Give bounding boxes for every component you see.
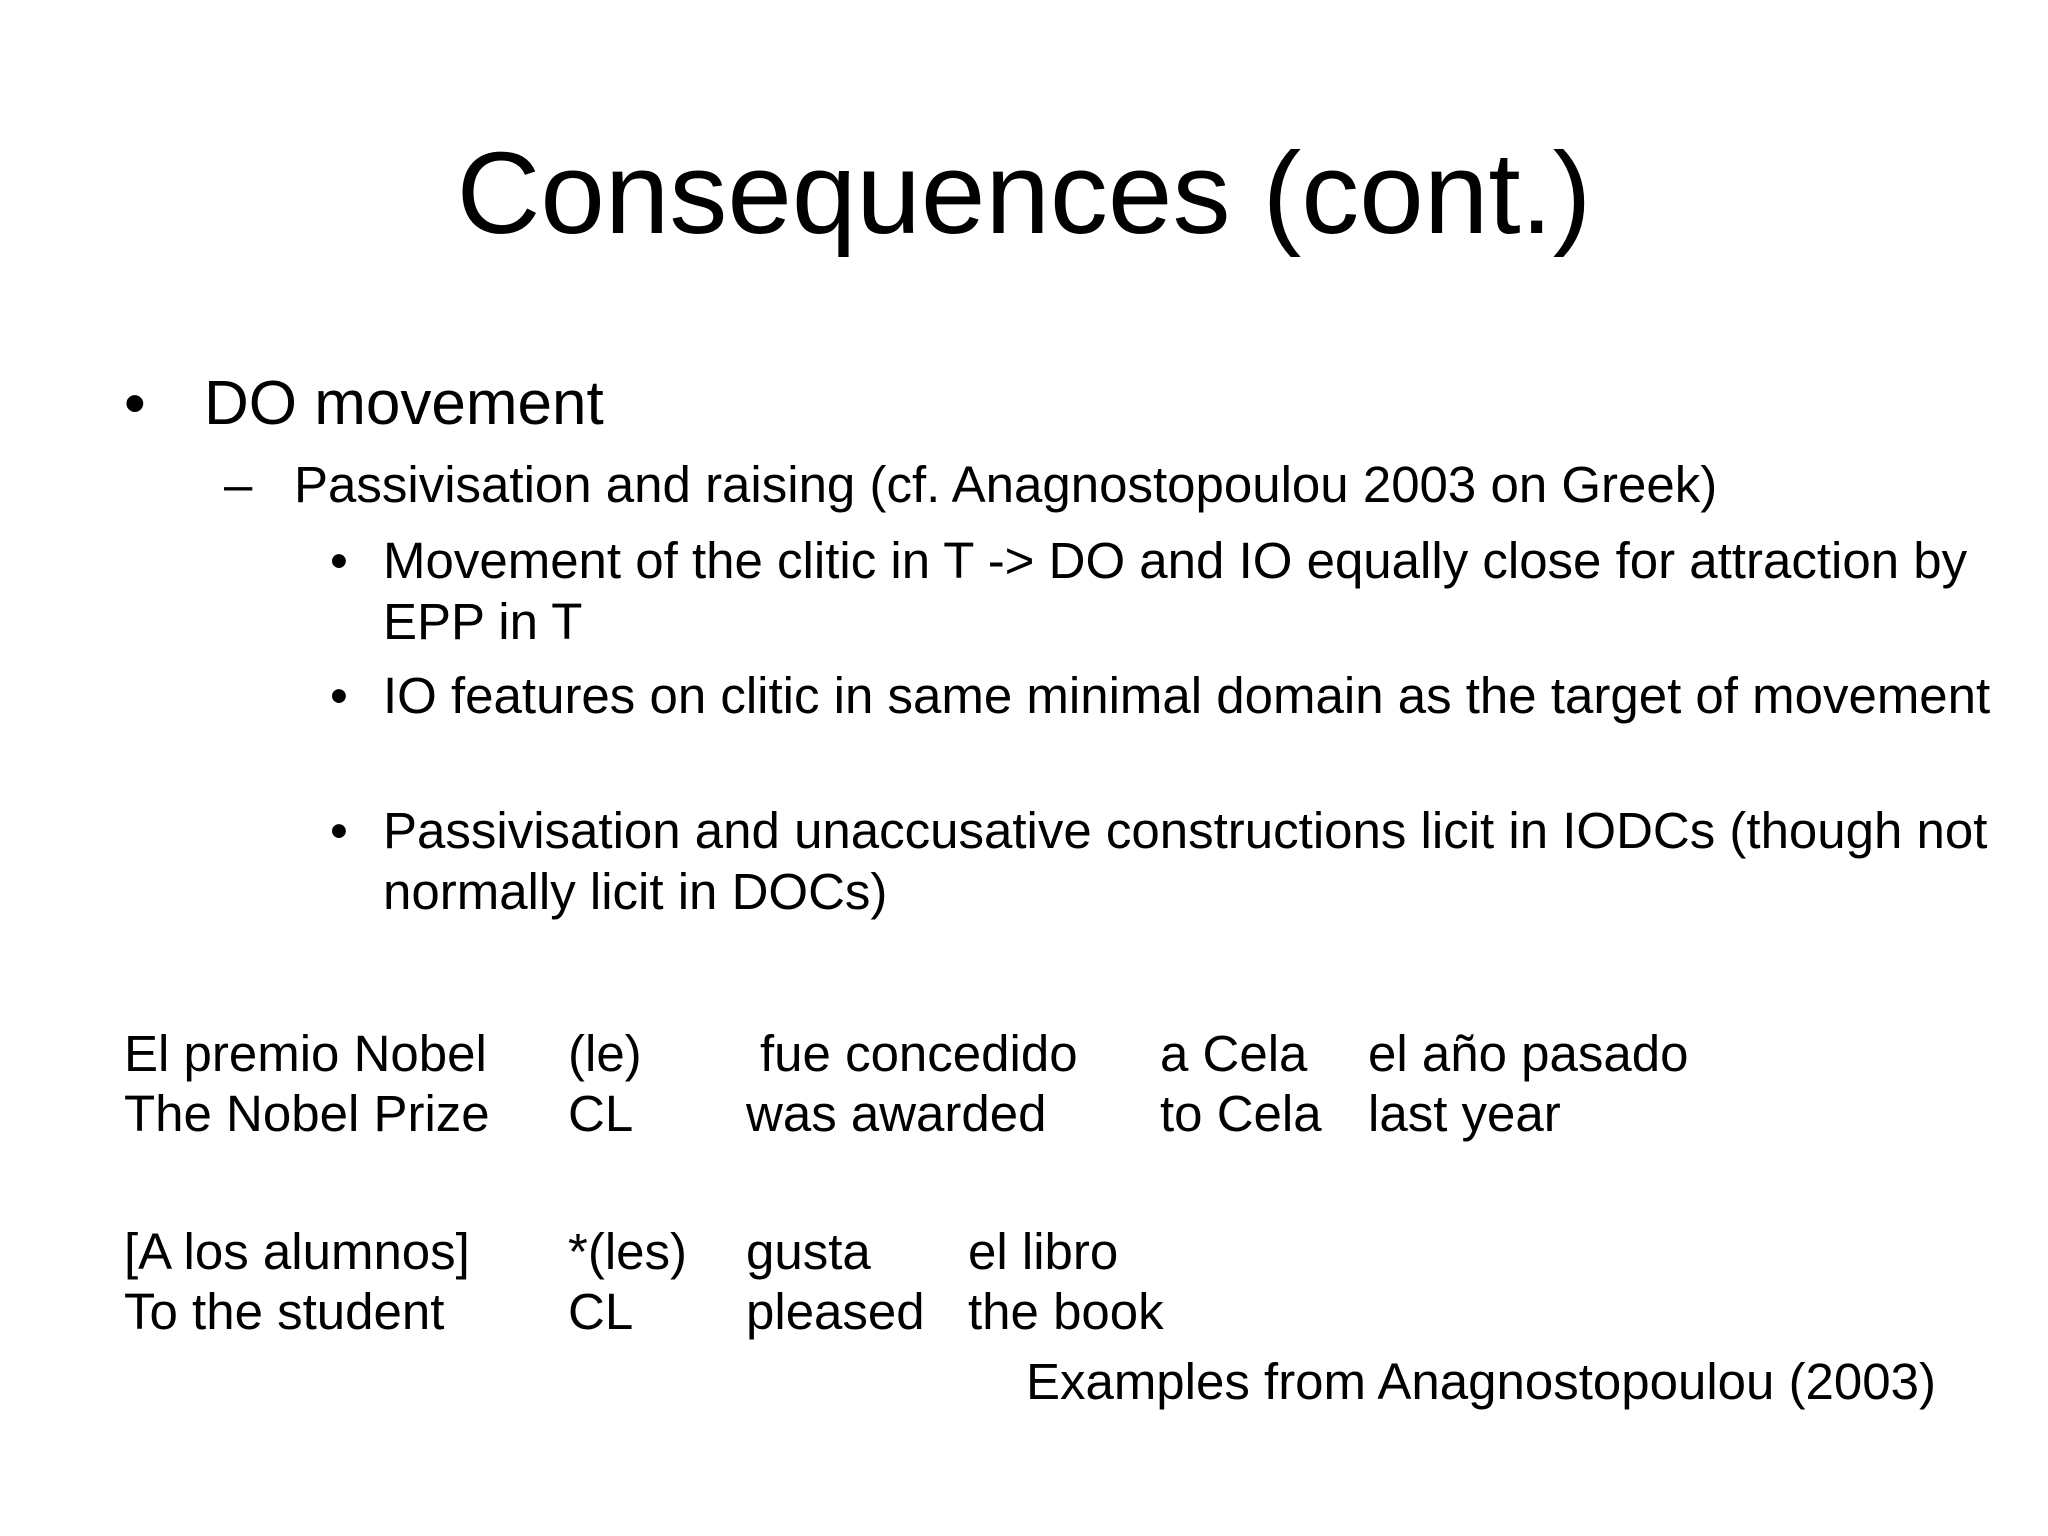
- sub-bullet-text: Passivisation and raising (cf. Anagnostopoulou 2003 on Greek): [294, 456, 1718, 513]
- example2-l2-c2: CL: [568, 1283, 634, 1340]
- example2-l1-c1: [A los alumnos]: [124, 1223, 470, 1280]
- example2-l2-c3: pleased: [746, 1283, 925, 1340]
- examples-credit: Examples from Anagnostopoulou (2003): [1025, 1353, 1936, 1410]
- slide-title: Consequences (cont.): [456, 128, 1592, 258]
- example2-l1-c3: gusta: [746, 1223, 871, 1280]
- sub-sub-bullet-text: Movement of the clitic in T -> DO and IO equally close for attraction by EPP in T: [383, 532, 1968, 650]
- example1-l1-c1: El premio Nobel: [124, 1025, 487, 1082]
- example2-l1-c4: el libro: [968, 1223, 1119, 1280]
- bullet-marker: •: [330, 667, 348, 724]
- bullet-text: DO movement: [204, 369, 604, 438]
- example1-l2-c4: to Cela: [1160, 1085, 1322, 1142]
- example2-l2-c1: To the student: [124, 1283, 445, 1340]
- example1-l1-c3: fue concedido: [760, 1025, 1078, 1082]
- bullet-marker: •: [330, 802, 348, 859]
- bullet-marker: •: [330, 532, 348, 589]
- bullet-marker: •: [124, 369, 146, 438]
- example1-l2-c5: last year: [1368, 1085, 1561, 1142]
- dash-marker: –: [224, 456, 253, 513]
- sub-sub-bullet-text: Passivisation and unaccusative constructions licit in IODCs (though not normally licit in DOCs): [383, 802, 1988, 920]
- example1-l2-c1: The Nobel Prize: [124, 1085, 490, 1142]
- example1-l1-c2: (le): [568, 1025, 642, 1082]
- example1-l1-c5: el año pasado: [1368, 1025, 1689, 1082]
- example2-l2-c4: the book: [968, 1283, 1164, 1340]
- example1-l2-c3: was awarded: [746, 1085, 1047, 1142]
- example1-l2-c2: CL: [568, 1085, 634, 1142]
- example2-l1-c2: *(les): [568, 1223, 688, 1280]
- sub-sub-bullet-text: IO features on clitic in same minimal domain as the target of movement: [383, 667, 1991, 724]
- example1-l1-c4: a Cela: [1160, 1025, 1308, 1082]
